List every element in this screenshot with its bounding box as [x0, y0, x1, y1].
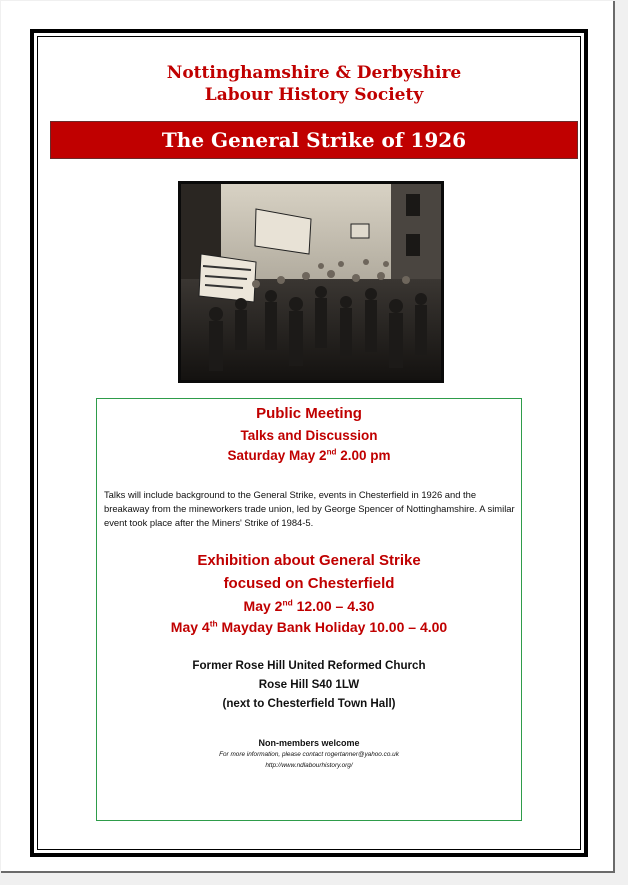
contact-info: For more information, please contact rogertanner@yahoo.co.uk [219, 751, 399, 758]
title-banner [50, 121, 578, 159]
event-title: The General Strike of 1926 [161, 128, 467, 152]
exhibition-date-2-main: May 4 [170, 619, 210, 635]
meeting-date-time: 2.00 pm [336, 448, 391, 463]
meeting-date [96, 448, 522, 463]
non-members-welcome: Non-members welcome [258, 738, 360, 748]
exhibition-date-1 [96, 598, 522, 614]
venue-address: Rose Hill S40 1LW [258, 678, 360, 691]
meeting-description: Talks will include background to the General Strike, events in Chesterfield in 1926 and the breakaway from the mineworkers trade union, led by George Spencer of Nottinghamshire. A similar event took place after the Miners' Strike of 1984-5. [104, 489, 515, 528]
meeting-subheading: Talks and Discussion [240, 428, 378, 443]
society-name-line2: Labour History Society [204, 85, 424, 105]
venue-note: (next to Chesterfield Town Hall) [222, 697, 396, 710]
meeting-date-main: Saturday May 2 [227, 448, 327, 463]
exhibition-date-2-suffix: th [209, 618, 218, 629]
society-name-line1: Nottinghamshire & Derbyshire [166, 63, 462, 83]
exhibition-date-1-main: May 2 [243, 598, 283, 614]
exhibition-heading-line2: focused on Chesterfield [223, 575, 395, 592]
exhibition-date-2 [96, 619, 522, 635]
exhibition-date-1-time: 12.00 – 4.30 [292, 598, 375, 614]
meeting-heading: Public Meeting [256, 405, 362, 422]
website-link[interactable]: http://www.ndlabourhistory.org/ [265, 762, 353, 769]
photo-image [181, 184, 441, 380]
strike-crowd-photo [178, 181, 444, 383]
exhibition-date-2-time: Mayday Bank Holiday 10.00 – 4.00 [217, 619, 448, 635]
meeting-date-suffix: nd [326, 447, 337, 457]
exhibition-date-1-suffix: nd [282, 597, 293, 608]
exhibition-heading-line1: Exhibition about General Strike [197, 552, 421, 569]
venue-name: Former Rose Hill United Reformed Church [192, 659, 426, 672]
